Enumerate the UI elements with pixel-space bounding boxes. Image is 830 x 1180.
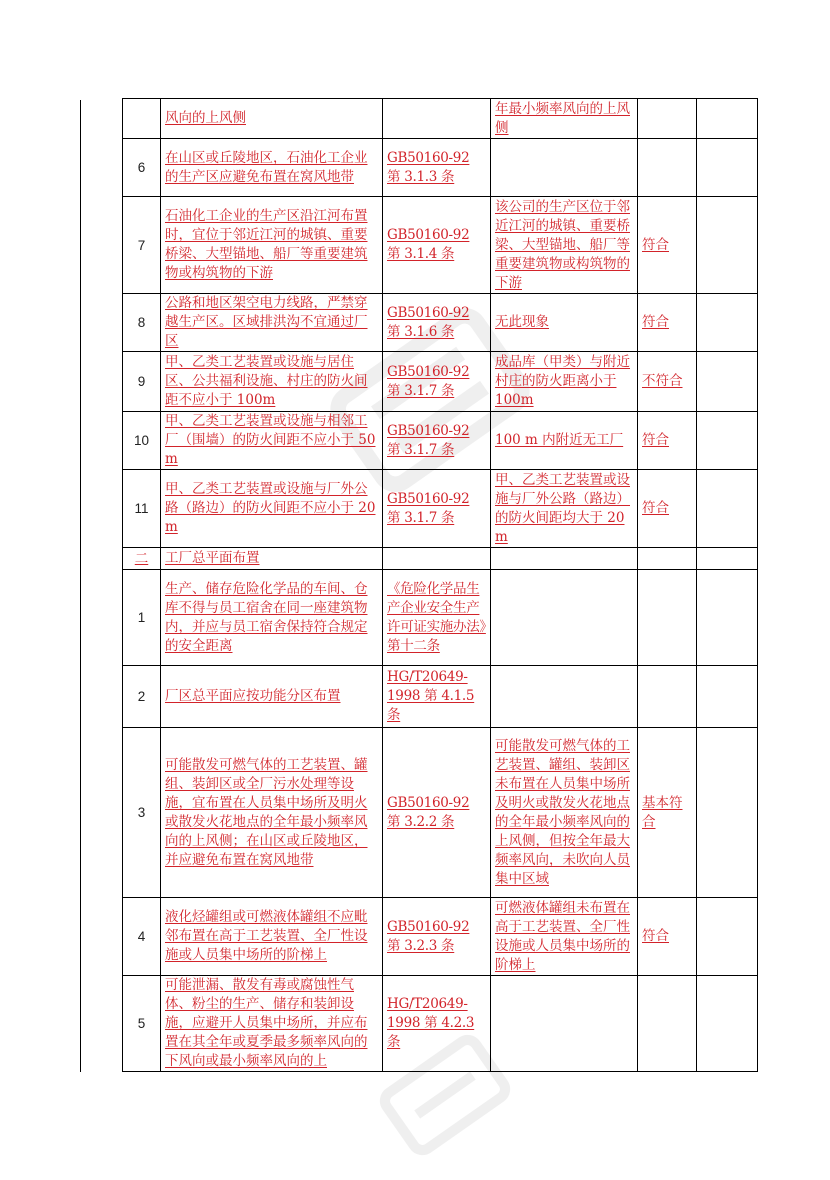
row-number: 5 bbox=[123, 976, 161, 1072]
row-number bbox=[123, 99, 161, 139]
remarks-cell bbox=[697, 898, 758, 976]
remarks-cell bbox=[697, 666, 758, 728]
standard-basis: GB50160-92 第 3.1.6 条 bbox=[383, 294, 491, 352]
row-number: 11 bbox=[123, 470, 161, 548]
standard-basis: HG/T20649-1998 第 4.1.5 条 bbox=[383, 666, 491, 728]
check-item: 甲、乙类工艺装置或设施与相邻工厂（围墙）的防火间距不应小于 50 m bbox=[161, 412, 383, 470]
safety-checklist-table bbox=[122, 98, 758, 1072]
row-number: 2 bbox=[123, 666, 161, 728]
row-number: 1 bbox=[123, 570, 161, 666]
remarks-cell bbox=[697, 412, 758, 470]
check-item: 公路和地区架空电力线路，严禁穿越生产区。区域排洪沟不宜通过厂区 bbox=[161, 294, 383, 352]
check-item: 甲、乙类工艺装置或设施与厂外公路（路边）的防火间距不应小于 20 m bbox=[161, 470, 383, 548]
standard-basis: GB50160-92 第 3.2.3 条 bbox=[383, 898, 491, 976]
section-row bbox=[123, 548, 758, 570]
check-item: 厂区总平面应按功能分区布置 bbox=[161, 666, 383, 728]
table-row bbox=[123, 470, 758, 548]
remarks-cell bbox=[697, 470, 758, 548]
actual-situation bbox=[491, 666, 638, 728]
actual-situation: 无此现象 bbox=[491, 294, 638, 352]
table-row bbox=[123, 352, 758, 412]
check-result: 符合 bbox=[638, 470, 697, 548]
remarks-cell bbox=[697, 976, 758, 1072]
actual-situation: 可燃液体罐组未布置在高于工艺装置、全厂性设施或人员集中场所的阶梯上 bbox=[491, 898, 638, 976]
check-result bbox=[638, 976, 697, 1072]
check-item: 甲、乙类工艺装置或设施与居住区、公共福利设施、村庄的防火间距不应小于 100m bbox=[161, 352, 383, 412]
check-result: 符合 bbox=[638, 898, 697, 976]
table-row bbox=[123, 197, 758, 294]
row-number: 9 bbox=[123, 352, 161, 412]
check-item: 液化烃罐组或可燃液体罐组不应毗邻布置在高于工艺装置、全厂性设施或人员集中场所的阶梯上 bbox=[161, 898, 383, 976]
actual-situation: 该公司的生产区位于邻近江河的城镇、重要桥梁、大型锚地、船厂等重要建筑物或构筑物的下游 bbox=[491, 197, 638, 294]
row-number: 6 bbox=[123, 139, 161, 197]
check-result: 基本符合 bbox=[638, 728, 697, 898]
actual-situation bbox=[491, 976, 638, 1072]
check-item: 可能散发可燃气体的工艺装置、罐组、装卸区或全厂污水处理等设施，宜布置在人员集中场所及明火或散发火花地点的全年最小频率风向的上风侧；在山区或丘陵地区，并应避免布置在窝风地带 bbox=[161, 728, 383, 898]
table-row bbox=[123, 898, 758, 976]
check-result: 符合 bbox=[638, 197, 697, 294]
table-row bbox=[123, 139, 758, 197]
standard-basis: GB50160-92 第 3.1.7 条 bbox=[383, 412, 491, 470]
actual-situation bbox=[491, 139, 638, 197]
check-result bbox=[638, 139, 697, 197]
row-number: 7 bbox=[123, 197, 161, 294]
standard-basis: 《危险化学品生产企业安全生产许可证实施办法》第十二条 bbox=[383, 570, 491, 666]
table-row bbox=[123, 294, 758, 352]
check-item: 在山区或丘陵地区，石油化工企业的生产区应避免布置在窝风地带 bbox=[161, 139, 383, 197]
actual-situation: 甲、乙类工艺装置或设施与厂外公路（路边）的防火间距均大于 20 m bbox=[491, 470, 638, 548]
actual-situation: 可能散发可燃气体的工艺装置、罐组、装卸区未布置在人员集中场所及明火或散发火花地点的全年最小频率风向的上风侧，但按全年最大频率风向，未吹向人员集中区域 bbox=[491, 728, 638, 898]
remarks-cell bbox=[697, 197, 758, 294]
remarks-cell bbox=[697, 99, 758, 139]
check-result bbox=[638, 570, 697, 666]
actual-situation: 年最小频率风向的上风侧 bbox=[491, 99, 638, 139]
check-result: 符合 bbox=[638, 412, 697, 470]
standard-basis bbox=[383, 99, 491, 139]
row-number: 10 bbox=[123, 412, 161, 470]
check-result: 符合 bbox=[638, 294, 697, 352]
standard-basis: GB50160-92 第 3.1.7 条 bbox=[383, 352, 491, 412]
left-margin-rule bbox=[80, 100, 81, 1072]
row-number: 4 bbox=[123, 898, 161, 976]
table-row bbox=[123, 728, 758, 898]
check-result: 不符合 bbox=[638, 352, 697, 412]
empty-cell bbox=[491, 548, 638, 570]
actual-situation: 100 m 内附近无工厂 bbox=[491, 412, 638, 470]
remarks-cell bbox=[697, 352, 758, 412]
section-title: 工厂总平面布置 bbox=[161, 548, 383, 570]
check-result bbox=[638, 666, 697, 728]
remarks-cell bbox=[697, 728, 758, 898]
check-result bbox=[638, 99, 697, 139]
table-row bbox=[123, 412, 758, 470]
actual-situation: 成品库（甲类）与附近村庄的防火距离小于 100m bbox=[491, 352, 638, 412]
standard-basis: HG/T20649-1998 第 4.2.3 条 bbox=[383, 976, 491, 1072]
table-row bbox=[123, 666, 758, 728]
check-item: 风向的上风侧 bbox=[161, 99, 383, 139]
empty-cell bbox=[383, 548, 491, 570]
standard-basis: GB50160-92 第 3.2.2 条 bbox=[383, 728, 491, 898]
empty-cell bbox=[638, 548, 697, 570]
check-item: 可能泄漏、散发有毒或腐蚀性气体、粉尘的生产、储存和装卸设施，应避开人员集中场所，并应布置在其全年或夏季最多频率风向的下风向或最小频率风向的上 bbox=[161, 976, 383, 1072]
empty-cell bbox=[697, 548, 758, 570]
standard-basis: GB50160-92 第 3.1.3 条 bbox=[383, 139, 491, 197]
table-row bbox=[123, 99, 758, 139]
standard-basis: GB50160-92 第 3.1.4 条 bbox=[383, 197, 491, 294]
table-row bbox=[123, 570, 758, 666]
check-item: 石油化工企业的生产区沿江河布置时，宜位于邻近江河的城镇、重要桥梁、大型锚地、船厂等重要建筑物或构筑物的下游 bbox=[161, 197, 383, 294]
table-row bbox=[123, 976, 758, 1072]
check-item: 生产、储存危险化学品的车间、仓库不得与员工宿舍在同一座建筑物内，并应与员工宿舍保持符合规定的安全距离 bbox=[161, 570, 383, 666]
remarks-cell bbox=[697, 570, 758, 666]
actual-situation bbox=[491, 570, 638, 666]
remarks-cell bbox=[697, 139, 758, 197]
row-number: 8 bbox=[123, 294, 161, 352]
remarks-cell bbox=[697, 294, 758, 352]
section-number: 二 bbox=[123, 548, 161, 570]
row-number: 3 bbox=[123, 728, 161, 898]
standard-basis: GB50160-92 第 3.1.7 条 bbox=[383, 470, 491, 548]
